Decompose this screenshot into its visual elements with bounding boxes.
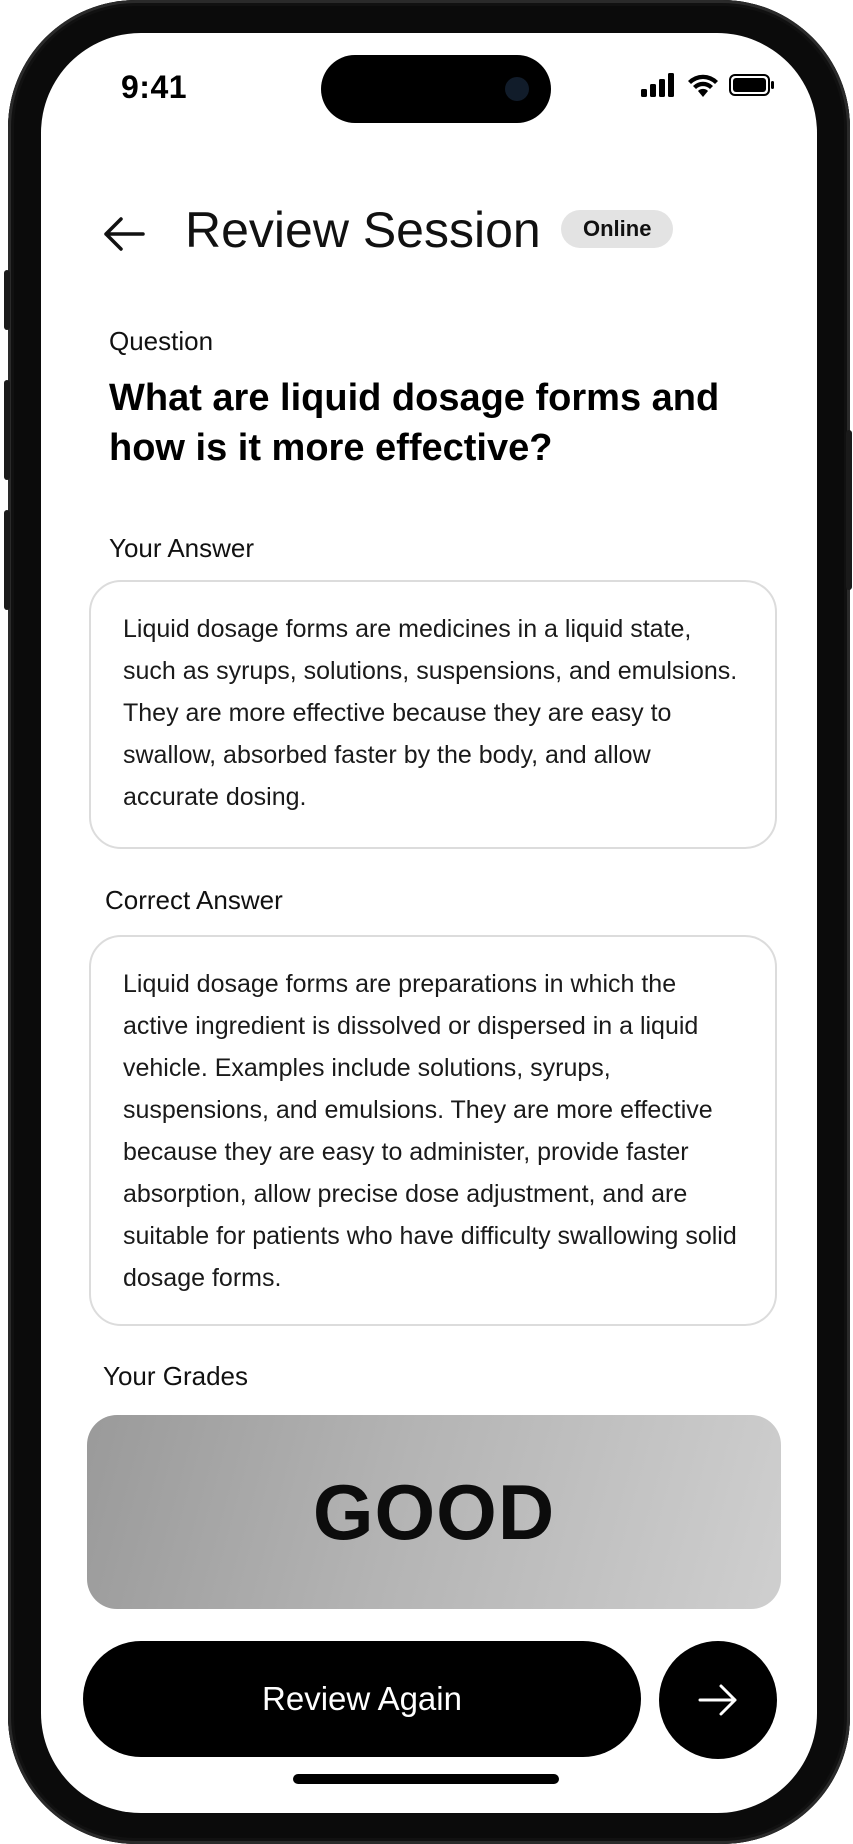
screen xyxy=(41,33,817,1813)
battery-icon xyxy=(729,73,775,97)
arrow-right-icon xyxy=(696,1678,740,1722)
your-answer-text: Liquid dosage forms are medicines in a liquid state, such as syrups, solutions, suspensions, and emulsions. They are more effective because they are easy to swallow, absorbed faster by the body, and allow accurate dosing. xyxy=(123,615,738,811)
action-button xyxy=(4,270,10,330)
correct-answer-text: Liquid dosage forms are preparations in which the active ingredient is dissolved or dispersed in a liquid vehicle. Examples include solutions, syrups, suspensions, and emulsions. They are more effective because they are easy to administer, provide faster absorption, allow precise dose adjustment, and are suitable for patients who have difficulty swallowing solid dosage forms. xyxy=(123,970,737,1292)
review-again-button[interactable] xyxy=(83,1641,641,1757)
arrow-left-icon[interactable] xyxy=(101,211,147,257)
your-answer-label: Your Answer xyxy=(109,533,255,563)
correct-answer-box xyxy=(89,935,777,1326)
question-label: Question xyxy=(109,326,214,356)
volume-down-button xyxy=(4,510,10,610)
grade-card xyxy=(87,1415,781,1609)
grades-label: Your Grades xyxy=(103,1361,249,1391)
volume-up-button xyxy=(4,380,10,480)
page-title: Review Session xyxy=(185,202,541,258)
signal-icon xyxy=(641,73,677,97)
status-badge: Online xyxy=(561,210,673,248)
your-answer-box xyxy=(89,580,777,849)
home-indicator xyxy=(293,1774,559,1784)
wifi-icon xyxy=(687,73,719,97)
status-time: 9:41 xyxy=(121,69,188,105)
correct-answer-label: Correct Answer xyxy=(105,885,283,915)
next-button[interactable] xyxy=(659,1641,777,1759)
review-again-label: Review Again xyxy=(262,1680,462,1717)
status-icons xyxy=(641,73,775,97)
phone-frame xyxy=(8,0,850,1844)
power-button xyxy=(846,430,852,590)
camera-icon xyxy=(505,77,529,101)
grade-value: GOOD xyxy=(312,1467,556,1556)
question-text: What are liquid dosage forms and how is it more effective? xyxy=(109,377,720,469)
dynamic-island xyxy=(321,55,551,123)
